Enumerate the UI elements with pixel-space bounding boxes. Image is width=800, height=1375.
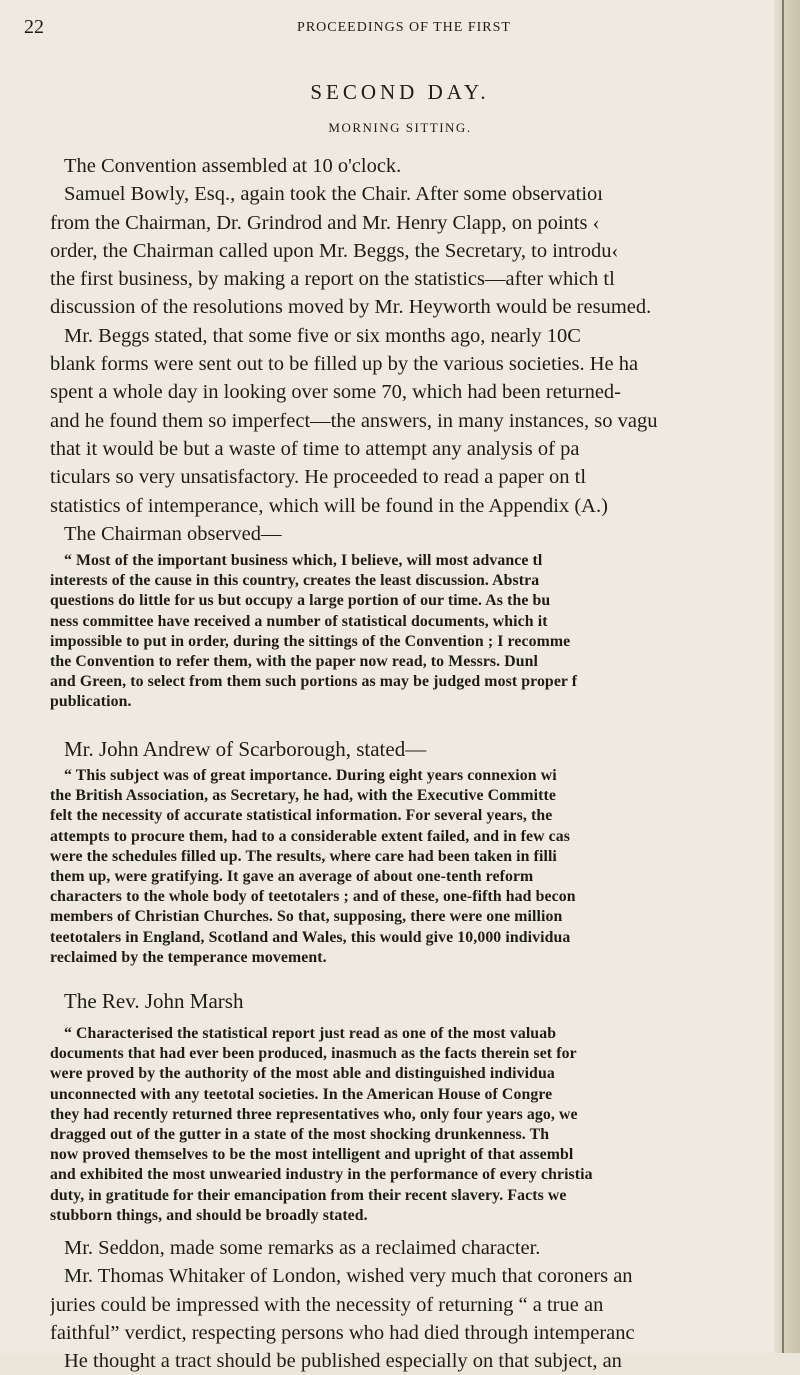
speaker-andrew (50, 735, 770, 763)
paragraph-line: Mr. Thomas Whitaker of London, wished very much that coroners an (64, 1265, 633, 1288)
quote-line: characters to the whole body of teetotalers ; and of these, one-fifth had becon (50, 888, 576, 906)
session-heading: MORNING SITTING. (328, 120, 472, 135)
paragraph-line: order, the Chairman called upon Mr. Beggs, the Secretary, to introdu‹ (50, 239, 619, 262)
paragraph-line: faithful” verdict, respecting persons who had died through intemperanc (50, 1321, 635, 1344)
quote-line: duty, in gratitude for their emancipation from their recent slavery. Facts we (50, 1186, 567, 1204)
paragraph-line: He thought a tract should be published especially on that subject, an (64, 1350, 622, 1373)
marsh-quote (50, 1024, 770, 1226)
quote-line: felt the necessity of accurate statistical information. For several years, the (50, 807, 553, 825)
paragraph-line: that it would be but a waste of time to attempt any analysis of pa (50, 437, 580, 460)
running-head (24, 14, 784, 40)
quote-line: impossible to put in order, during the sittings of the Convention ; I recomme (50, 632, 571, 650)
quote-line: “ Most of the important business which, I believe, will most advance tl (64, 552, 543, 569)
quote-line: the British Association, as Secretary, he had, with the Executive Committe (50, 787, 556, 805)
speaker-heading: Mr. John Andrew of Scarborough, stated— (64, 737, 427, 761)
paragraph-line: spent a whole day in looking over some 70, which had been returned- (50, 381, 621, 404)
paragraph-line: ticulars so very unsatisfactory. He proceeded to read a paper on tl (50, 466, 587, 489)
andrew-quote (50, 766, 770, 968)
paragraph-line: Mr. Seddon, made some remarks as a reclaimed character. (64, 1237, 541, 1259)
paragraph-line: The Convention assembled at 10 o'clock. (64, 155, 402, 177)
quote-line: dragged out of the gutter in a state of the most shocking drunkenness. Th (50, 1126, 550, 1144)
paragraph-line: blank forms were sent out to be filled up by the various societies. He ha (50, 353, 639, 376)
quote-line: documents that had ever been produced, inasmuch as the facts therein set for (50, 1045, 577, 1063)
quote-line: “ Characterised the statistical report just read as one of the most valuab (64, 1025, 557, 1042)
closing-paragraphs (50, 1234, 770, 1375)
paragraph-line: statistics of intemperance, which will be found in the Appendix (A.) (50, 494, 608, 517)
quote-line: and Green, to select from them such portions as may be judged most proper f (50, 673, 578, 691)
quote-line: and exhibited the most unwearied industry in the performance of every christia (50, 1166, 593, 1184)
paragraph-line: Samuel Bowly, Esq., again took the Chair. After some observatioı (64, 183, 603, 206)
quote-line: interests of the cause in this country, creates the least discussion. Abstra (50, 572, 540, 590)
quote-line: now proved themselves to be the most intelligent and upright of that assembl (50, 1146, 574, 1164)
quote-line: attempts to procure them, had to a considerable extent failed, and in few cas (50, 827, 571, 845)
day-heading: SECOND DAY. (310, 80, 490, 104)
quote-line: “ This subject was of great importance. During eight years connexion wi (64, 767, 557, 784)
quote-line: unconnected with any teetotal societies. In the American House of Congre (50, 1085, 553, 1103)
quote-line: ness committee have received a number of statistical documents, which it (50, 612, 548, 630)
page-number: 22 (24, 16, 44, 38)
paragraph-line: juries could be impressed with the necessity of returning “ a true an (50, 1293, 604, 1316)
paragraph-line: from the Chairman, Dr. Grindrod and Mr. Henry Clapp, on points ‹ (50, 211, 600, 234)
paragraph-line: and he found them so imperfect—the answers, in many instances, so vagu (50, 409, 658, 432)
quote-line: they had recently returned three representatives who, only four years ago, we (50, 1105, 578, 1123)
paragraph-line: The Chairman observed— (64, 522, 282, 545)
opening-paragraphs (50, 152, 770, 548)
quote-line: the Convention to refer them, with the paper now read, to Messrs. Dunl (50, 653, 539, 671)
quote-line: them up, were gratifying. It gave an average of about one-tenth reform (50, 868, 534, 886)
paragraph-line: Mr. Beggs stated, that some five or six months ago, nearly 10C (64, 324, 581, 347)
running-title: PROCEEDINGS OF THE FIRST (297, 20, 511, 35)
quote-line: publication. (50, 693, 132, 711)
quote-line: stubborn things, and should be broadly stated. (50, 1206, 368, 1224)
paragraph-line: the first business, by making a report on the statistics—after which tl (50, 268, 615, 291)
quote-line: teetotalers in England, Scotland and Wales, this would give 10,000 individua (50, 928, 571, 946)
paragraph-line: discussion of the resolutions moved by Mr. Heyworth would be resumed. (50, 296, 652, 319)
quote-line: reclaimed by the temperance movement. (50, 948, 327, 966)
quote-line: were the schedules filled up. The results, where care had been taken in filli (50, 847, 557, 865)
page-edge (774, 0, 800, 1353)
speaker-heading: The Rev. John Marsh (64, 989, 244, 1013)
speaker-marsh (50, 987, 770, 1015)
quote-line: members of Christian Churches. So that, supposing, there were one million (50, 908, 563, 926)
binding-shadow (782, 0, 784, 1353)
quote-line: questions do little for us but occupy a large portion of our time. As the bu (50, 592, 551, 610)
quote-line: were proved by the authority of the most able and distinguished individua (50, 1065, 555, 1083)
chairman-quote (50, 551, 770, 713)
